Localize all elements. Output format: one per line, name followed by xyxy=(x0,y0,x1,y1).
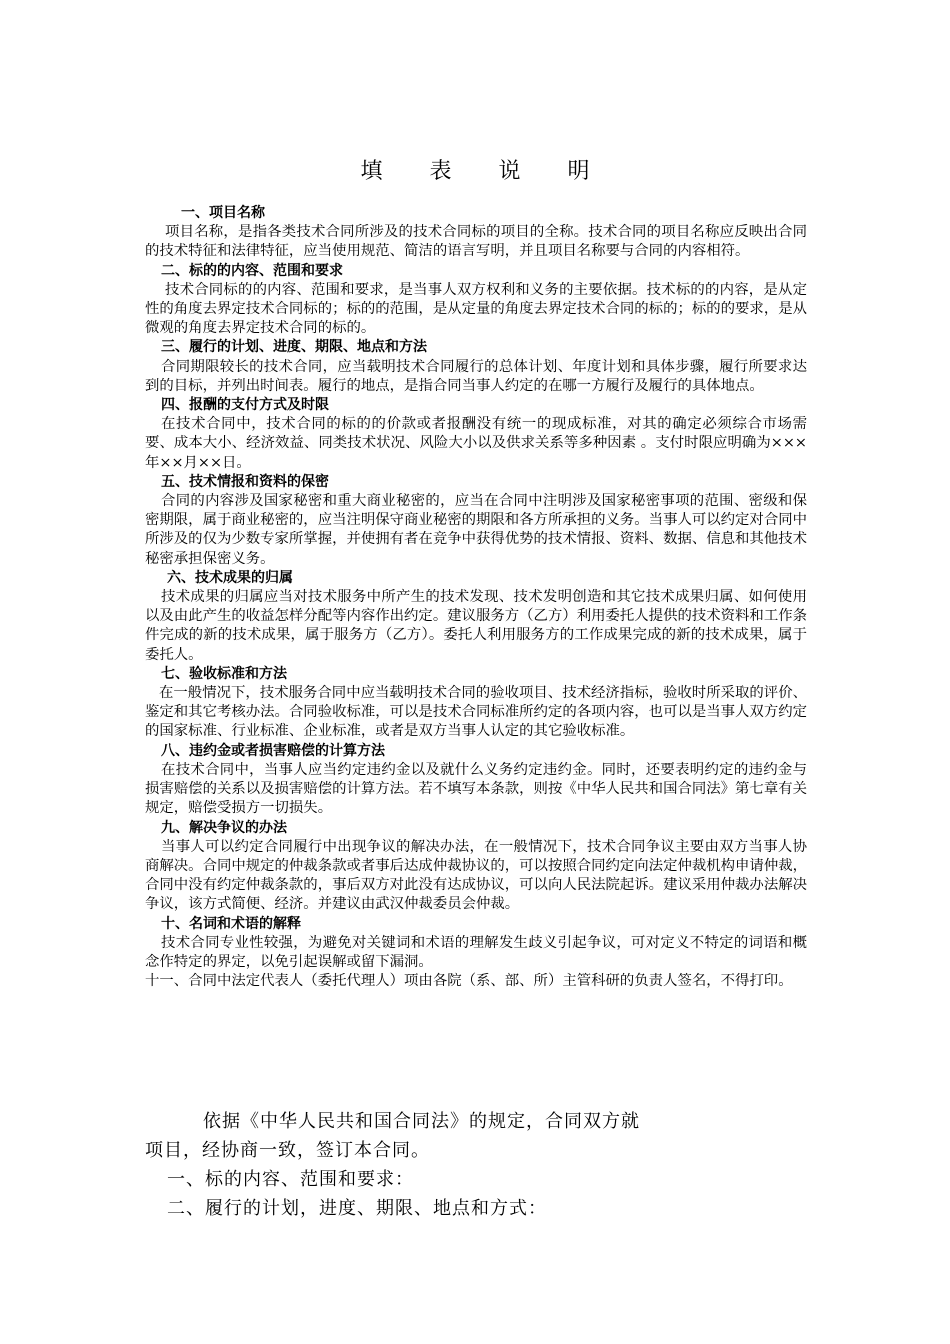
contract-item-2: 二、履行的计划，进度、期限、地点和方式： xyxy=(167,1198,547,1219)
section-payment xyxy=(145,396,807,473)
section-project-name xyxy=(145,204,807,262)
page-title: 填 表 说 明 xyxy=(360,159,610,184)
section-body: 当事人可以约定合同履行中出现争议的解决办法，在一般情况下，技术合同争议主要由双方当事人协商解决。合同中规定的仲裁条款或者事后达成仲裁协议的，可以按照合同约定向法定仲裁机构申请仲裁，合同中没有约定仲裁条款的，事后双方对此没有达成协议，可以向人民法院起诉。建议采用仲裁办法解决争议，该方式简便、经济。并建议由武汉仲裁委员会仲裁。 xyxy=(145,838,807,913)
section-body: 技术成果的归属应当对技术服务中所产生的技术发现、技术发明创造和其它技术成果归属、如何使用以及由此产生的收益怎样分配等内容作出约定。建议服务方（乙方）利用委托人提供的技术资料和工作条件完成的新的技术成果，属于服务方（乙方）。委托人利用服务方的工作成果完成的新的技术成果，属于委托人。 xyxy=(145,589,807,663)
section-heading: 五、技术情报和资料的保密 xyxy=(161,473,329,490)
section-body: 在技术合同中，技术合同的标的的价款或者报酬没有统一的现成标准，对其的确定必须综合市场需要、成本大小、经济效益、同类技术状况、风险大小以及供求关系等多种因素 。支付时限应明确为×××年××月××日。 xyxy=(145,416,807,471)
section-heading: 二、标的的内容、范围和要求 xyxy=(161,262,343,279)
section-heading: 三、履行的计划、进度、期限、地点和方法 xyxy=(161,339,427,356)
section-body: 合同期限较长的技术合同，应当载明技术合同履行的总体计划、年度计划和具体步骤，履行所要求达到的目标，并列出时间表。履行的地点，是指合同当事人约定的在哪一方履行及履行的具体地点。 xyxy=(145,358,807,394)
section-heading: 八、违约金或者损害赔偿的计算方法 xyxy=(161,742,385,759)
section-terms xyxy=(145,915,807,973)
signature-note: 十一、合同中法定代表人（委托代理人）项由各院（系、部、所）主管科研的负责人签名，不得打印。 xyxy=(145,973,793,990)
section-body: 在技术合同中，当事人应当约定违约金以及就什么义务约定违约金。同时，还要表明约定的违约金与损害赔偿的关系以及损害赔偿的计算方法。若不填写本条款，则按《中华人民共和国合同法》第七章有关规定，赔偿受损方一切损失。 xyxy=(145,761,807,817)
section-performance-plan xyxy=(145,338,807,396)
section-heading: 七、验收标准和方法 xyxy=(161,665,287,682)
contract-item-1: 一、标的内容、范围和要求： xyxy=(167,1169,414,1190)
section-heading: 九、解决争议的办法 xyxy=(161,819,287,836)
section-body: 技术合同标的的内容、范围和要求，是当事人双方权利和义务的主要依据。技术标的的内容，是从定性的角度去界定技术合同标的；标的的范围，是从定量的角度去界定技术合同的标的；标的的要求，是从微观的角度去界定技术合同的标的。 xyxy=(145,281,807,337)
section-dispute xyxy=(145,819,807,915)
section-body: 在一般情况下，技术服务合同中应当载明技术合同的验收项目、技术经济指标，验收时所采取的评价、鉴定和其它考核办法。合同验收标准，可以是技术合同标准所约定的各项内容，也可以是当事人双方约定的国家标准、行业标准、企业标准，或者是双方当事人认定的其它验收标准。 xyxy=(145,685,807,740)
section-heading: 六、技术成果的归属 xyxy=(167,569,293,586)
section-acceptance xyxy=(145,665,807,742)
section-heading: 十、名词和术语的解释 xyxy=(161,915,301,932)
contract-intro-line1: 依据《中华人民共和国合同法》的规定，合同双方就 xyxy=(203,1111,640,1132)
section-ownership xyxy=(145,569,807,665)
section-confidentiality xyxy=(145,473,807,569)
section-damages xyxy=(145,742,807,819)
section-body: 项目名称，是指各类技术合同所涉及的技术合同标的项目的全称。技术合同的项目名称应反映出合同的技术特征和法律特征，应当使用规范、简洁的语言写明，并且项目名称要与合同的内容相符。 xyxy=(145,224,807,260)
section-body: 合同的内容涉及国家秘密和重大商业秘密的，应当在合同中注明涉及国家秘密事项的范围、密级和保密期限，属于商业秘密的，应当注明保守商业秘密的期限和各方所承担的义务。当事人可以约定对合同中所涉及的仅为少数专家所掌握，并使拥有者在竞争中获得优势的技术情报、资料、数据、信息和其他技术秘密承担保密义务。 xyxy=(145,493,807,567)
section-body: 技术合同专业性较强，为避免对关键词和术语的理解发生歧义引起争议，可对定义不特定的词语和概念作特定的界定，以免引起误解或留下漏洞。 xyxy=(145,934,807,970)
section-heading: 一、项目名称 xyxy=(181,205,265,221)
contract-intro-line2: 项目，经协商一致，签订本合同。 xyxy=(145,1140,430,1161)
section-subject-content xyxy=(145,262,807,339)
instructions-body xyxy=(145,204,807,991)
section-heading: 四、报酬的支付方式及时限 xyxy=(161,397,329,414)
contract-preamble xyxy=(145,1107,785,1223)
